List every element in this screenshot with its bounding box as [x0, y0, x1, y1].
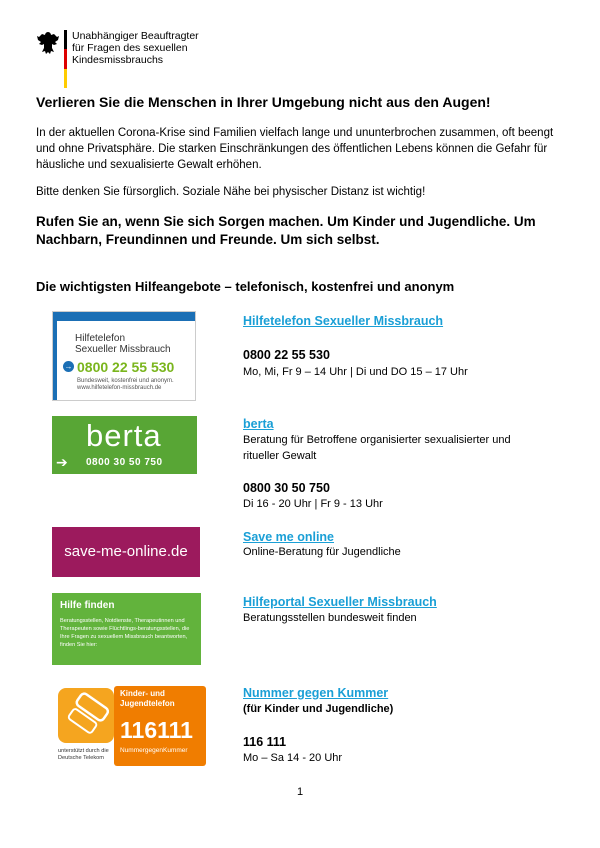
headline: Verlieren Sie die Menschen in Ihrer Umgebung nicht aus den Augen! — [36, 94, 491, 110]
hilfeportal-logo[interactable] — [52, 593, 201, 665]
kummer-logo-number: 116111 — [120, 717, 193, 743]
organization-name — [72, 30, 199, 66]
hilfetelefon-hours: Mo, Mi, Fr 9 – 14 Uhr | Di und DO 15 – 17 Uhr — [243, 366, 468, 378]
appeal-paragraph: Bitte denken Sie fürsorglich. Soziale Nähe bei physischer Distanz ist wichtig! — [36, 186, 426, 198]
hilfetelefon-logo[interactable] — [52, 311, 196, 401]
kummer-logo-line: Jugendtelefon — [120, 699, 175, 708]
berta-description: Beratung für Betroffene organisierter sexualisierter und ritueller Gewalt — [243, 434, 511, 462]
berta-hours: Di 16 - 20 Uhr | Fr 9 - 13 Uhr — [243, 498, 383, 510]
kummer-logo-support: unterstützt durch die — [58, 748, 109, 754]
hilfeportal-link[interactable]: Hilfeportal Sexueller Missbrauch — [243, 595, 437, 609]
logo-url: www.hilfetelefon-missbrauch.de — [77, 385, 162, 391]
nummer-gegen-kummer-phone: 116 111 — [243, 735, 287, 749]
nummer-gegen-kummer-hours: Mo – Sa 14 - 20 Uhr — [243, 752, 343, 764]
nummer-gegen-kummer-description: (für Kinder und Jugendliche) — [243, 703, 394, 715]
hilfetelefon-phone: 0800 22 55 530 — [243, 348, 330, 362]
hilfeportal-logo-body: Beratungsstellen, Notdienste, Therapeutinnen und Therapeuten sowie Flüchtlings-beratungsstellen, die Ihre Fragen zu sexuellem Missbrauch beantworten, finden Sie hier: — [60, 618, 190, 648]
org-line-2: für Fragen des sexuellen — [72, 42, 188, 54]
hilfetelefon-link[interactable]: Hilfetelefon Sexueller Missbrauch — [243, 314, 444, 328]
nummer-gegen-kummer-logo[interactable] — [52, 684, 206, 768]
org-line-3: Kindesmissbrauchs — [72, 54, 164, 66]
arrow-right-icon: → — [64, 362, 73, 371]
page-number: 1 — [297, 786, 304, 798]
save-me-online-link[interactable]: Save me online — [243, 530, 335, 544]
berta-phone: 0800 30 50 750 — [243, 481, 330, 495]
logo-phone: 0800 22 55 530 — [77, 359, 175, 375]
section-title: Die wichtigsten Hilfeangebote – telefonisch, kostenfrei und anonym — [36, 279, 455, 294]
hilfeportal-logo-title: Hilfe finden — [60, 600, 115, 611]
save-me-online-description: Online-Beratung für Jugendliche — [243, 546, 401, 558]
hilfeportal-description: Beratungsstellen bundesweit finden — [243, 612, 417, 624]
logo-line: Hilfetelefon — [75, 333, 126, 344]
kummer-logo-line: Kinder- und — [120, 689, 165, 698]
logo-subtext: Bundesweit, kostenfrei und anonym. — [77, 378, 174, 384]
logo-line: Sexueller Missbrauch — [75, 344, 171, 355]
nummer-gegen-kummer-link[interactable]: Nummer gegen Kummer — [243, 686, 389, 700]
intro-paragraph: In der aktuellen Corona-Krise sind Familien vielfach lange und ununterbrochen zusammen, oft beengt und ohne Privatsphäre. Die starken Einschränkungen des öffentlichen Lebens können die Gefahr für häusliche und sexualisierte Gewalt erhöhen. — [36, 127, 554, 171]
kummer-logo-support: Deutsche Telekom — [58, 755, 104, 761]
arrow-right-icon: ➔ — [56, 454, 68, 470]
save-me-online-logo[interactable]: save-me-online.de — [52, 527, 200, 577]
berta-logo-phone: 0800 30 50 750 — [86, 457, 163, 468]
kummer-logo-brand: NummergegenKummer — [120, 747, 188, 754]
berta-link[interactable]: berta — [243, 417, 274, 431]
berta-logo[interactable] — [52, 416, 197, 474]
call-to-action: Rufen Sie an, wenn Sie sich Sorgen machen. Um Kinder und Jugendliche. Um Nachbarn, Freundinnen und Freunde. Um sich selbst. — [36, 214, 536, 247]
german-flag-bar — [64, 30, 67, 88]
org-line-1: Unabhängiger Beauftragter — [72, 30, 199, 42]
berta-logo-name: berta — [86, 418, 162, 453]
phone-icon — [58, 688, 114, 743]
federal-eagle-icon — [36, 30, 60, 56]
